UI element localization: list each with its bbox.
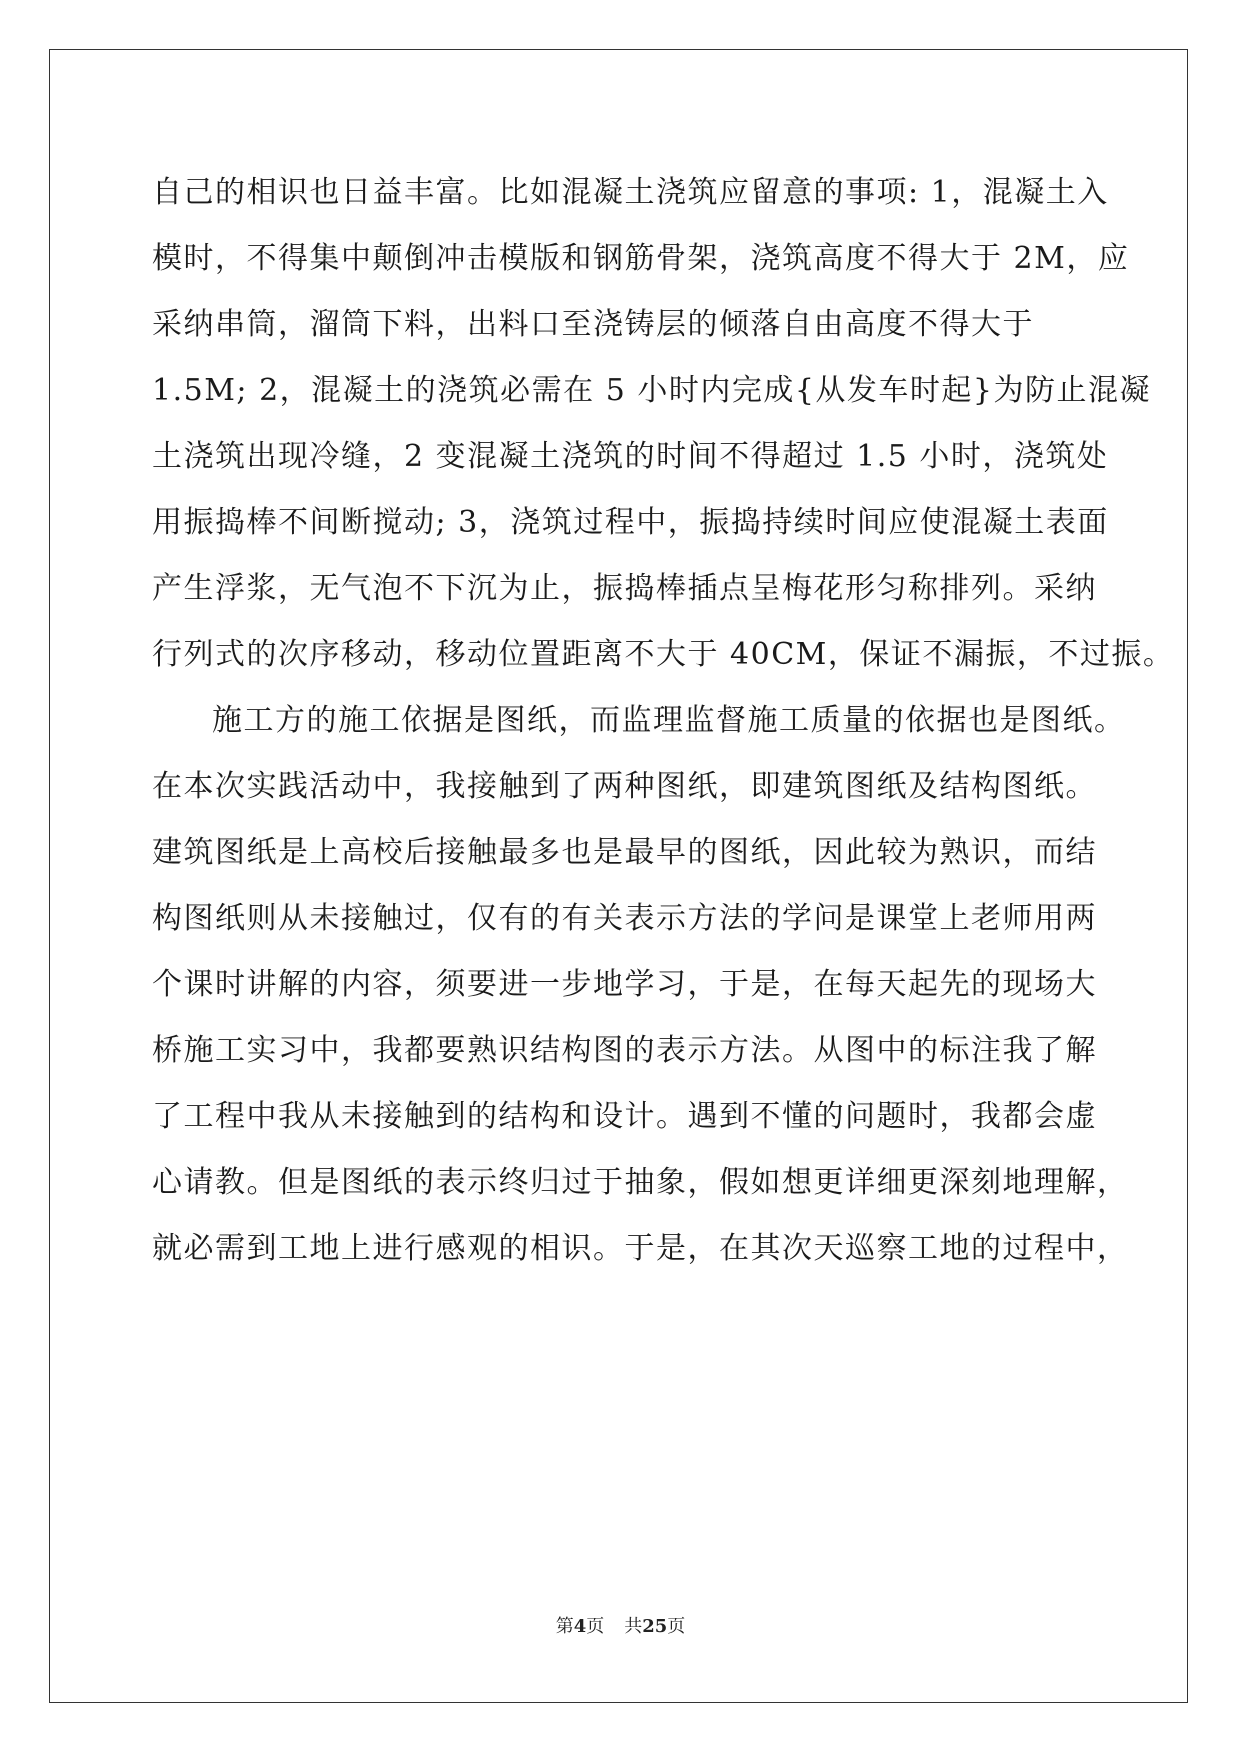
text-line: 采纳串筒，溜筒下料，出料口至浇铸层的倾落自由高度不得大于 xyxy=(152,307,1034,342)
total-pages-number: 25 xyxy=(642,1616,668,1637)
text-line: 用振捣棒不间断搅动; 3，浇筑过程中，振捣持续时间应使混凝土表面 xyxy=(152,505,1109,540)
footer-total-suffix: 页 xyxy=(667,1616,686,1637)
text-line: 模时，不得集中颠倒冲击模版和钢筋骨架，浇筑高度不得大于 2M，应 xyxy=(152,241,1130,276)
text-line: 就必需到工地上进行感观的相识。于是，在其次天巡察工地的过程中， xyxy=(152,1231,1129,1266)
text-line: 在本次实践活动中，我接触到了两种图纸，即建筑图纸及结构图纸。 xyxy=(152,769,1097,804)
current-page-number: 4 xyxy=(573,1616,587,1637)
text-line: 产生浮浆，无气泡不下沉为止，振捣棒插点呈梅花形匀称排列。采纳 xyxy=(152,571,1097,606)
text-line: 桥施工实习中，我都要熟识结构图的表示方法。从图中的标注我了解 xyxy=(152,1033,1097,1068)
footer-page-suffix: 页 xyxy=(586,1616,605,1637)
text-line: 构图纸则从未接触过，仅有的有关表示方法的学问是课堂上老师用两 xyxy=(152,901,1097,936)
text-line: 自己的相识也日益丰富。比如混凝土浇筑应留意的事项: 1，混凝土入 xyxy=(152,175,1109,210)
text-line: 1.5M; 2，混凝土的浇筑必需在 5 小时内完成{从发车时起}为防止混凝 xyxy=(152,373,1151,408)
text-line: 了工程中我从未接触到的结构和设计。遇到不懂的问题时，我都会虚 xyxy=(152,1099,1097,1134)
text-line: 行列式的次序移动，移动位置距离不大于 40CM，保证不漏振，不过振。 xyxy=(152,637,1175,672)
text-line: 建筑图纸是上高校后接触最多也是最早的图纸，因此较为熟识，而结 xyxy=(152,835,1097,870)
text-line: 心请教。但是图纸的表示终归过于抽象，假如想更详细更深刻地理解， xyxy=(152,1165,1129,1200)
paragraph-first-line: 施工方的施工依据是图纸，而监理监督施工质量的依据也是图纸。 xyxy=(212,703,1126,738)
text-line: 个课时讲解的内容，须要进一步地学习，于是，在每天起先的现场大 xyxy=(152,967,1097,1002)
footer-total-prefix: 共 xyxy=(624,1616,643,1637)
page-footer xyxy=(0,1612,1241,1638)
text-line: 土浇筑出现冷缝，2 变混凝土浇筑的时间不得超过 1.5 小时，浇筑处 xyxy=(152,439,1109,474)
footer-prefix: 第 xyxy=(555,1616,574,1637)
document-body xyxy=(152,160,1175,1282)
